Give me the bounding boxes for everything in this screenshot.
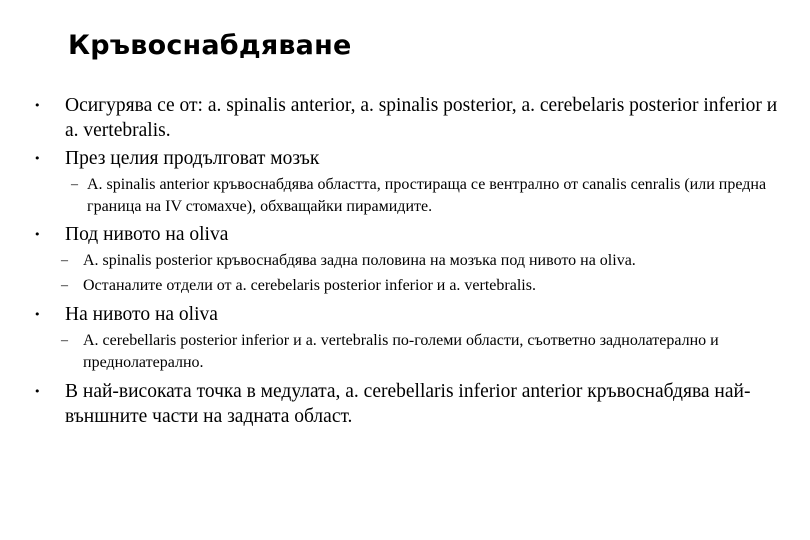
- sub-item-text: A. cerebellaris posterior inferior и a. vertebralis по-големи области, съответно заднолатерално и преднолатерално.: [83, 332, 719, 371]
- dash-marker: –: [61, 253, 68, 268]
- sub-list-item: [61, 330, 783, 374]
- list-item: [34, 222, 795, 247]
- sub-list-item: [71, 174, 777, 218]
- dash-marker: –: [61, 333, 68, 348]
- bullet-text: Осигурява се от: a. spinalis anterior, a. spinalis posterior, a. cerebelaris posterior inferior и a. vertebralis.: [65, 95, 778, 141]
- bullet-marker: •: [34, 308, 41, 321]
- sub-item-text: A. spinalis anterior кръвоснабдява областта, простираща се вентрално от canalis cenralis (или предна граница на IV стомахче), обхващайки пирамидите.: [87, 176, 767, 215]
- slide-title: Кръвоснабдяване: [68, 30, 352, 61]
- bullet-marker: •: [34, 228, 41, 241]
- sub-list-item: [61, 275, 783, 297]
- dash-marker: –: [61, 278, 68, 293]
- sub-item-text: Останалите отдели от a. cerebelaris posterior inferior и a. vertebralis.: [83, 277, 536, 294]
- list-item: [34, 146, 795, 171]
- list-item: [34, 379, 795, 429]
- list-item: [34, 93, 795, 143]
- bullet-marker: •: [34, 385, 41, 398]
- bullet-text: Под нивото на oliva: [65, 224, 229, 245]
- bullet-text: На нивото на oliva: [65, 304, 218, 325]
- list-item: [34, 302, 795, 327]
- dash-marker: –: [71, 177, 78, 192]
- sub-item-text: A. spinalis posterior кръвоснабдява задна половина на мозъка под нивото на oliva.: [83, 252, 636, 269]
- sub-list-item: [61, 250, 783, 272]
- bullet-marker: •: [34, 152, 41, 165]
- bullet-marker: •: [34, 99, 41, 112]
- bullet-text: През целия продълговат мозък: [65, 148, 320, 169]
- bullet-text: В най-високата точка в медулата, a. cerebellaris inferior anterior кръвоснабдява най-външните части на задната област.: [65, 381, 751, 427]
